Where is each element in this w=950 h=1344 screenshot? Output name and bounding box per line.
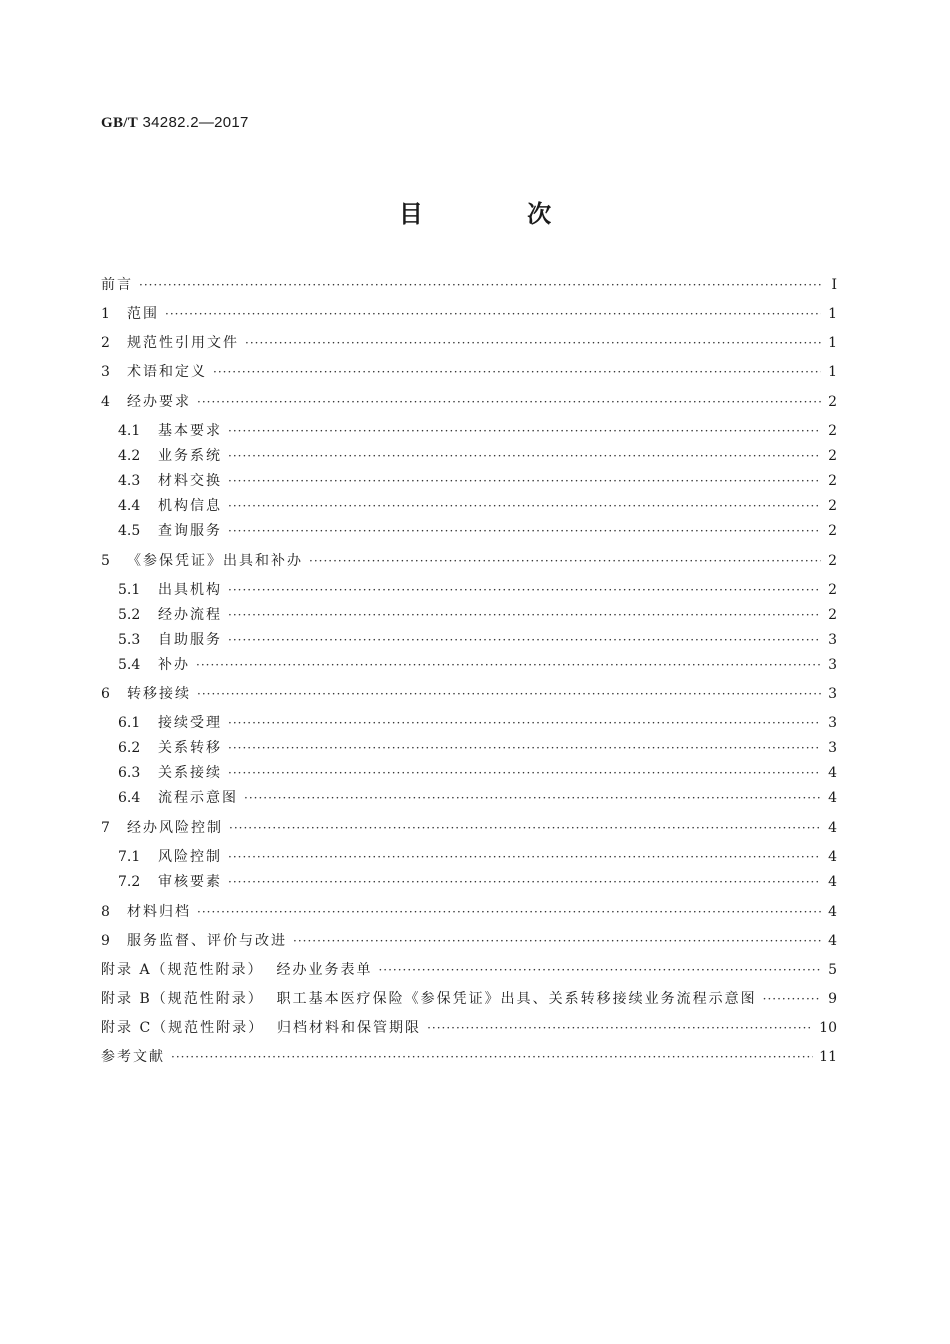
toc-page-number: 2 [828, 523, 837, 539]
toc-entry-label: 基本要求 [158, 423, 222, 439]
toc-entry[interactable] [101, 901, 837, 921]
toc-entry-label: 流程示意图 [158, 790, 238, 806]
toc-entry[interactable] [101, 817, 837, 837]
toc-entry-number: 6.4 [118, 790, 141, 806]
toc-leader-dots [213, 365, 821, 379]
toc-page-number: 10 [819, 1020, 837, 1036]
toc-leader-dots [228, 449, 821, 463]
toc-leader-dots [228, 741, 821, 755]
toc-entry-label: 经办风险控制 [127, 820, 223, 836]
toc-entry-label: 业务系统 [158, 448, 222, 464]
toc-leader-dots [378, 963, 821, 977]
toc-entry-label: 补办 [158, 657, 190, 673]
toc-leader-dots [228, 608, 821, 622]
toc-entry[interactable] [118, 712, 837, 732]
toc-leader-dots [197, 905, 821, 919]
toc-entry-number: 4.1 [118, 423, 141, 439]
toc-entry[interactable] [118, 654, 837, 674]
toc-entry-label: 材料交换 [158, 473, 222, 489]
toc-entry[interactable] [118, 495, 837, 515]
toc-entry-label: 接续受理 [158, 715, 222, 731]
toc-entry-label: 《参保凭证》出具和补办 [127, 553, 303, 569]
toc-entry-number: 7.1 [118, 849, 141, 865]
toc-entry-label: 参考文献 [101, 1049, 165, 1065]
toc-leader-dots [228, 633, 821, 647]
toc-entry[interactable] [118, 579, 837, 599]
toc-page-number: 2 [828, 473, 837, 489]
toc-entry-number: 1 [101, 306, 110, 322]
toc-entry[interactable] [118, 871, 837, 891]
toc-page-number: 1 [828, 335, 837, 351]
toc-leader-dots [228, 716, 821, 730]
toc-page-number: 2 [828, 423, 837, 439]
toc-leader-dots [228, 875, 821, 889]
toc-page-number: 3 [828, 715, 837, 731]
toc-leader-dots [244, 791, 821, 805]
toc-page-number: 4 [828, 849, 837, 865]
toc-entry[interactable] [101, 361, 837, 381]
toc-page-number: 1 [828, 364, 837, 380]
toc-leader-dots [309, 554, 821, 568]
toc-leader-dots [245, 336, 821, 350]
toc-entry-number: 5.3 [118, 632, 141, 648]
toc-entry-number: 6.3 [118, 765, 141, 781]
toc-entry-label: 附录 C（规范性附录） 归档材料和保管期限 [101, 1020, 422, 1036]
toc-entry[interactable] [118, 520, 837, 540]
toc-entry[interactable] [101, 1046, 837, 1066]
toc-entry-number: 8 [101, 904, 110, 920]
toc-entry-number: 5.4 [118, 657, 141, 673]
toc-entry-number: 5 [101, 553, 110, 569]
toc-entry-label: 风险控制 [158, 849, 222, 865]
toc-page-number: 11 [819, 1049, 837, 1065]
toc-entry[interactable] [101, 1017, 837, 1037]
toc-leader-dots [228, 524, 821, 538]
toc-entry[interactable] [101, 930, 837, 950]
toc-page-number: 3 [828, 657, 837, 673]
toc-entry-number: 6.1 [118, 715, 141, 731]
toc-leader-dots [139, 278, 821, 292]
toc-entry[interactable] [118, 737, 837, 757]
toc-leader-dots [228, 499, 821, 513]
toc-page-number: 2 [828, 498, 837, 514]
toc-entry-number: 7.2 [118, 874, 141, 890]
toc-entry-number: 4 [101, 394, 110, 410]
toc-page-number: 9 [828, 991, 837, 1007]
toc-entry[interactable] [118, 445, 837, 465]
toc-entry-label: 机构信息 [158, 498, 222, 514]
toc-entry-number: 4.4 [118, 498, 141, 514]
toc-entry[interactable] [101, 303, 837, 323]
toc-entry-label: 转移接续 [127, 686, 191, 702]
toc-leader-dots [427, 1021, 813, 1035]
toc-entry-label: 服务监督、评价与改进 [127, 933, 287, 949]
toc-entry[interactable] [118, 846, 837, 866]
toc-entry[interactable] [101, 274, 837, 294]
document-code [101, 114, 249, 132]
toc-page-number: 2 [828, 553, 837, 569]
toc-page-number: 4 [828, 904, 837, 920]
toc-page-number: 4 [828, 820, 837, 836]
toc-entry-number: 5.2 [118, 607, 141, 623]
toc-page-number: 2 [828, 394, 837, 410]
toc-entry-number: 4.2 [118, 448, 141, 464]
toc-entry-number: 7 [101, 820, 110, 836]
toc-entry[interactable] [101, 988, 837, 1008]
toc-entry-number: 2 [101, 335, 110, 351]
toc-entry-label: 材料归档 [127, 904, 191, 920]
toc-page-number: 4 [828, 874, 837, 890]
toc-page-number: 4 [828, 765, 837, 781]
toc-leader-dots [197, 395, 821, 409]
toc-entry-number: 5.1 [118, 582, 141, 598]
toc-entry-label: 附录 B（规范性附录） 职工基本医疗保险《参保凭证》出具、关系转移接续业务流程示意图 [101, 991, 757, 1007]
toc-entry-label: 经办要求 [127, 394, 191, 410]
toc-entry[interactable] [101, 391, 837, 411]
toc-page-number: 2 [828, 582, 837, 598]
toc-entry[interactable] [118, 604, 837, 624]
standard-prefix: GB/T [101, 115, 139, 131]
toc-entry-label: 查询服务 [158, 523, 222, 539]
toc-leader-dots [763, 992, 821, 1006]
page-title: 目 次 [398, 200, 600, 228]
toc-entry-label: 关系转移 [158, 740, 222, 756]
toc-page-number: 4 [828, 790, 837, 806]
toc-entry-number: 6.2 [118, 740, 141, 756]
toc-page-number: 2 [828, 448, 837, 464]
toc-leader-dots [228, 583, 821, 597]
toc-leader-dots [228, 850, 821, 864]
toc-entry[interactable] [101, 550, 837, 570]
toc-entry[interactable] [118, 762, 837, 782]
toc-leader-dots [228, 474, 821, 488]
toc-leader-dots [229, 821, 821, 835]
toc-page-number: 5 [828, 962, 837, 978]
toc-page-number: 2 [828, 607, 837, 623]
toc-entry[interactable] [101, 332, 837, 352]
toc-entry-number: 4.3 [118, 473, 141, 489]
toc-page-number: Ⅰ [831, 277, 837, 293]
toc-entry-label: 关系接续 [158, 765, 222, 781]
toc-entry-label: 经办流程 [158, 607, 222, 623]
toc-entry[interactable] [118, 629, 837, 649]
standard-number: 34282.2—2017 [138, 114, 249, 131]
toc-entry-number: 6 [101, 686, 110, 702]
toc-page-number: 1 [828, 306, 837, 322]
toc-entry-number: 4.5 [118, 523, 141, 539]
toc-leader-dots [293, 934, 821, 948]
toc-entry-label: 自助服务 [158, 632, 222, 648]
toc-entry[interactable] [101, 959, 837, 979]
toc-page-number: 3 [828, 686, 837, 702]
toc-leader-dots [228, 766, 821, 780]
toc-leader-dots [165, 307, 821, 321]
toc-entry-label: 出具机构 [158, 582, 222, 598]
toc-entry[interactable] [118, 787, 837, 807]
toc-entry-label: 术语和定义 [127, 364, 207, 380]
toc-entry-number: 3 [101, 364, 110, 380]
toc-page-number: 3 [828, 740, 837, 756]
toc-leader-dots [197, 687, 821, 701]
toc-leader-dots [196, 658, 821, 672]
toc-entry[interactable] [101, 683, 837, 703]
toc-entry[interactable] [118, 420, 837, 440]
toc-page-number: 3 [828, 632, 837, 648]
toc-entry-number: 9 [101, 933, 110, 949]
toc-entry-label: 规范性引用文件 [127, 335, 239, 351]
toc-page-number: 4 [828, 933, 837, 949]
toc-entry[interactable] [118, 470, 837, 490]
toc-leader-dots [228, 424, 821, 438]
toc-entry-label: 审核要素 [158, 874, 222, 890]
toc-entry-label: 附录 A（规范性附录） 经办业务表单 [101, 962, 373, 978]
toc-entry-label: 范围 [127, 306, 159, 322]
toc-entry-label: 前言 [101, 277, 133, 293]
toc-leader-dots [171, 1050, 813, 1064]
